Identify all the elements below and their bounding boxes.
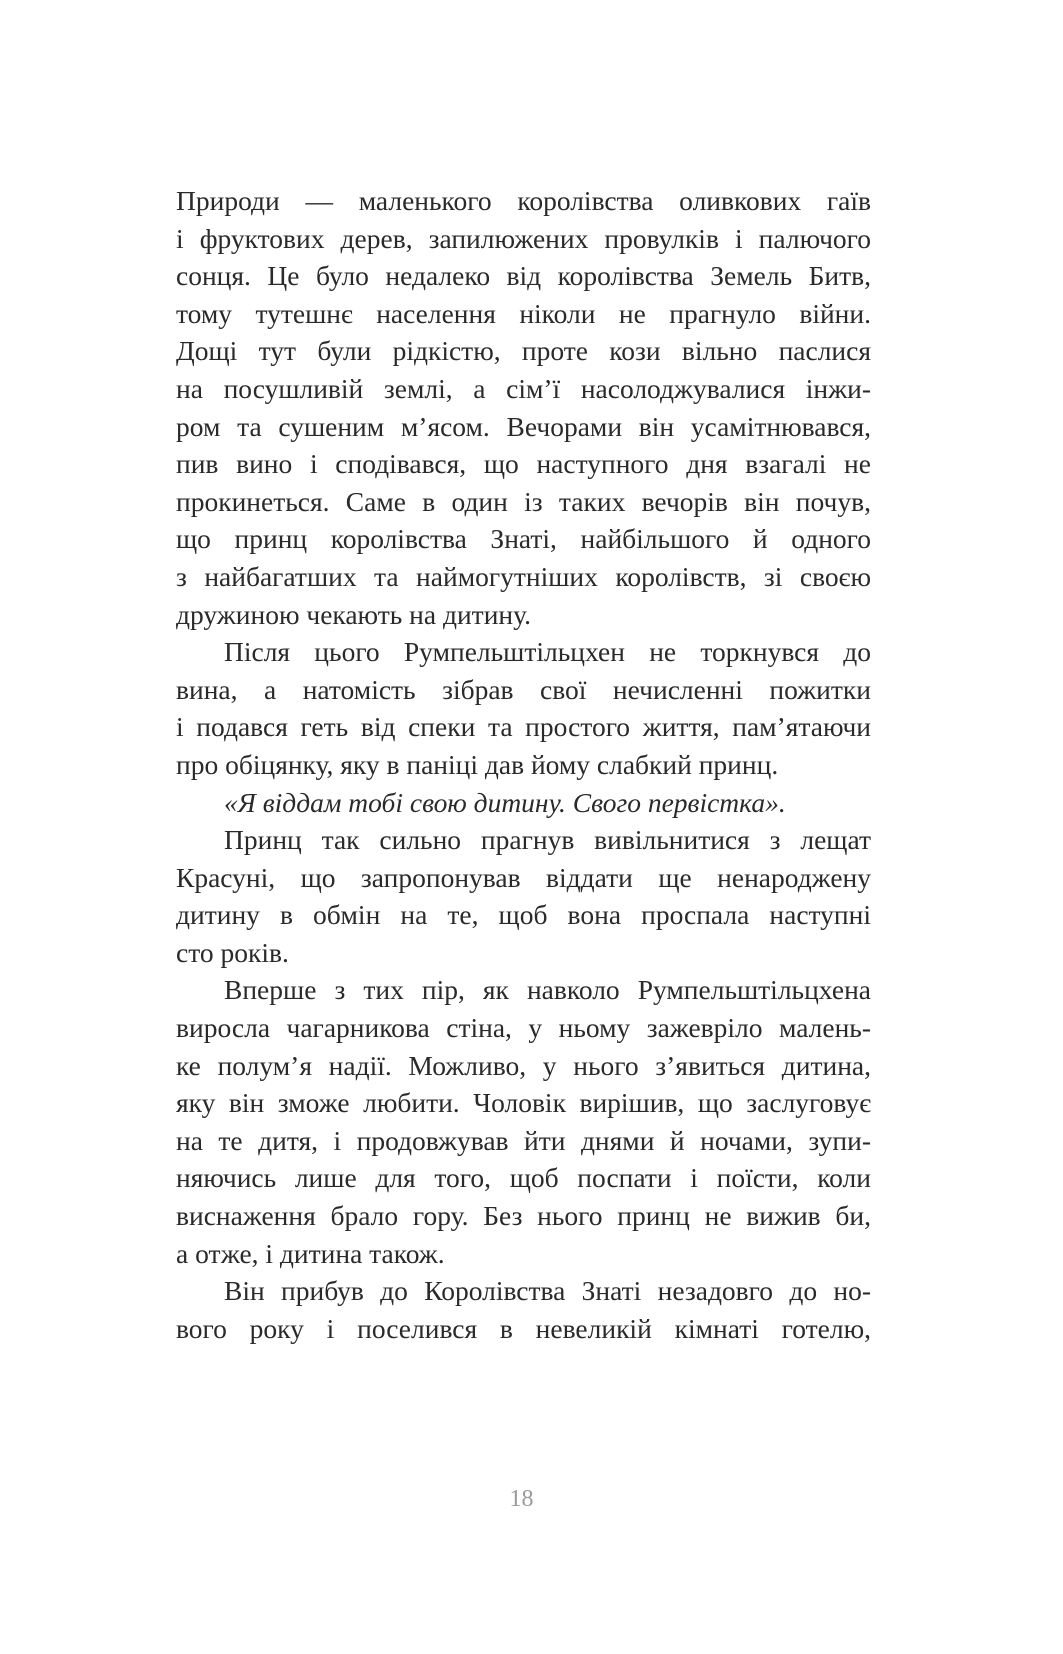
text-line: Природи — маленького королівства оливкових гаїв — [176, 185, 871, 216]
text-line: Дощі тут були рідкістю, проте кози вільно паслися — [176, 335, 871, 367]
text-line-paragraph-end: дружиною чекають на дитину. — [176, 598, 532, 630]
text-line: і подався геть від спеки та простого життя, пам’ятаючи — [176, 711, 871, 743]
text-line: і фруктових дерев, запилюжених провулків і палючого — [176, 222, 871, 254]
text-line: дитину в обмін на те, щоб вона проспала наступні — [176, 899, 871, 931]
text-line: ром та сушеним м’ясом. Вечорами він усамітнювався, — [176, 410, 871, 442]
text-line-paragraph-start: Принц так сильно прагнув вивільнитися з лещат — [224, 824, 871, 856]
text-line: що принц королівства Знаті, найбільшого й одного — [176, 523, 871, 555]
text-line: яку він зможе любити. Чоловік вирішив, що заслуговує — [176, 1087, 871, 1119]
text-line: Красуні, що запропонував віддати ще ненароджену — [176, 861, 871, 893]
text-line: тому тутешнє населення ніколи не прагнуло війни. — [176, 297, 871, 329]
text-line: сонця. Це було недалеко від королівства Земель Битв, — [176, 260, 871, 292]
body-text — [176, 182, 871, 1347]
text-line: вина, а натомість зібрав свої нечисленні пожитки — [176, 673, 871, 705]
text-line-paragraph-end: сто років. — [176, 936, 289, 968]
text-line: вого року і поселився в невеликій кімнаті готелю, — [176, 1312, 871, 1344]
text-line: на те дитя, і продовжував йти днями й ночами, зупи- — [176, 1124, 871, 1156]
quote-line: «Я віддам тобі свою дитину. Свого первістка». — [224, 786, 786, 818]
text-line: виснаження брало гору. Без нього принц не вижив би, — [176, 1200, 871, 1232]
page-number: 18 — [509, 1486, 534, 1512]
text-line-paragraph-end: а отже, і дитина також. — [176, 1237, 445, 1269]
text-line-paragraph-start: Після цього Румпельштільцхен не торкнувся до — [224, 636, 871, 668]
text-line: ке полум’я надії. Можливо, у нього з’явиться дитина, — [176, 1049, 871, 1081]
text-line-paragraph-start: Вперше з тих пір, як навколо Румпельштільцхена — [224, 974, 871, 1006]
text-line: на посушливій землі, а сім’ї насолоджувалися інжи- — [176, 372, 871, 404]
text-line: няючись лише для того, щоб поспати і поїсти, коли — [176, 1162, 871, 1194]
text-line: виросла чагарникова стіна, у ньому зажевріло малень- — [176, 1012, 871, 1044]
text-line: пив вино і сподівався, що наступного дня взагалі не — [176, 448, 871, 480]
text-line-paragraph-start: Він прибув до Королівства Знаті незадовго до но- — [224, 1275, 871, 1307]
text-line: прокинеться. Саме в один із таких вечорів він почув, — [176, 485, 871, 517]
text-line: з найбагатших та наймогутніших королівств, зі своєю — [176, 560, 871, 592]
text-line-paragraph-end: про обіцянку, яку в паніці дав йому слабкий принц. — [176, 748, 779, 780]
